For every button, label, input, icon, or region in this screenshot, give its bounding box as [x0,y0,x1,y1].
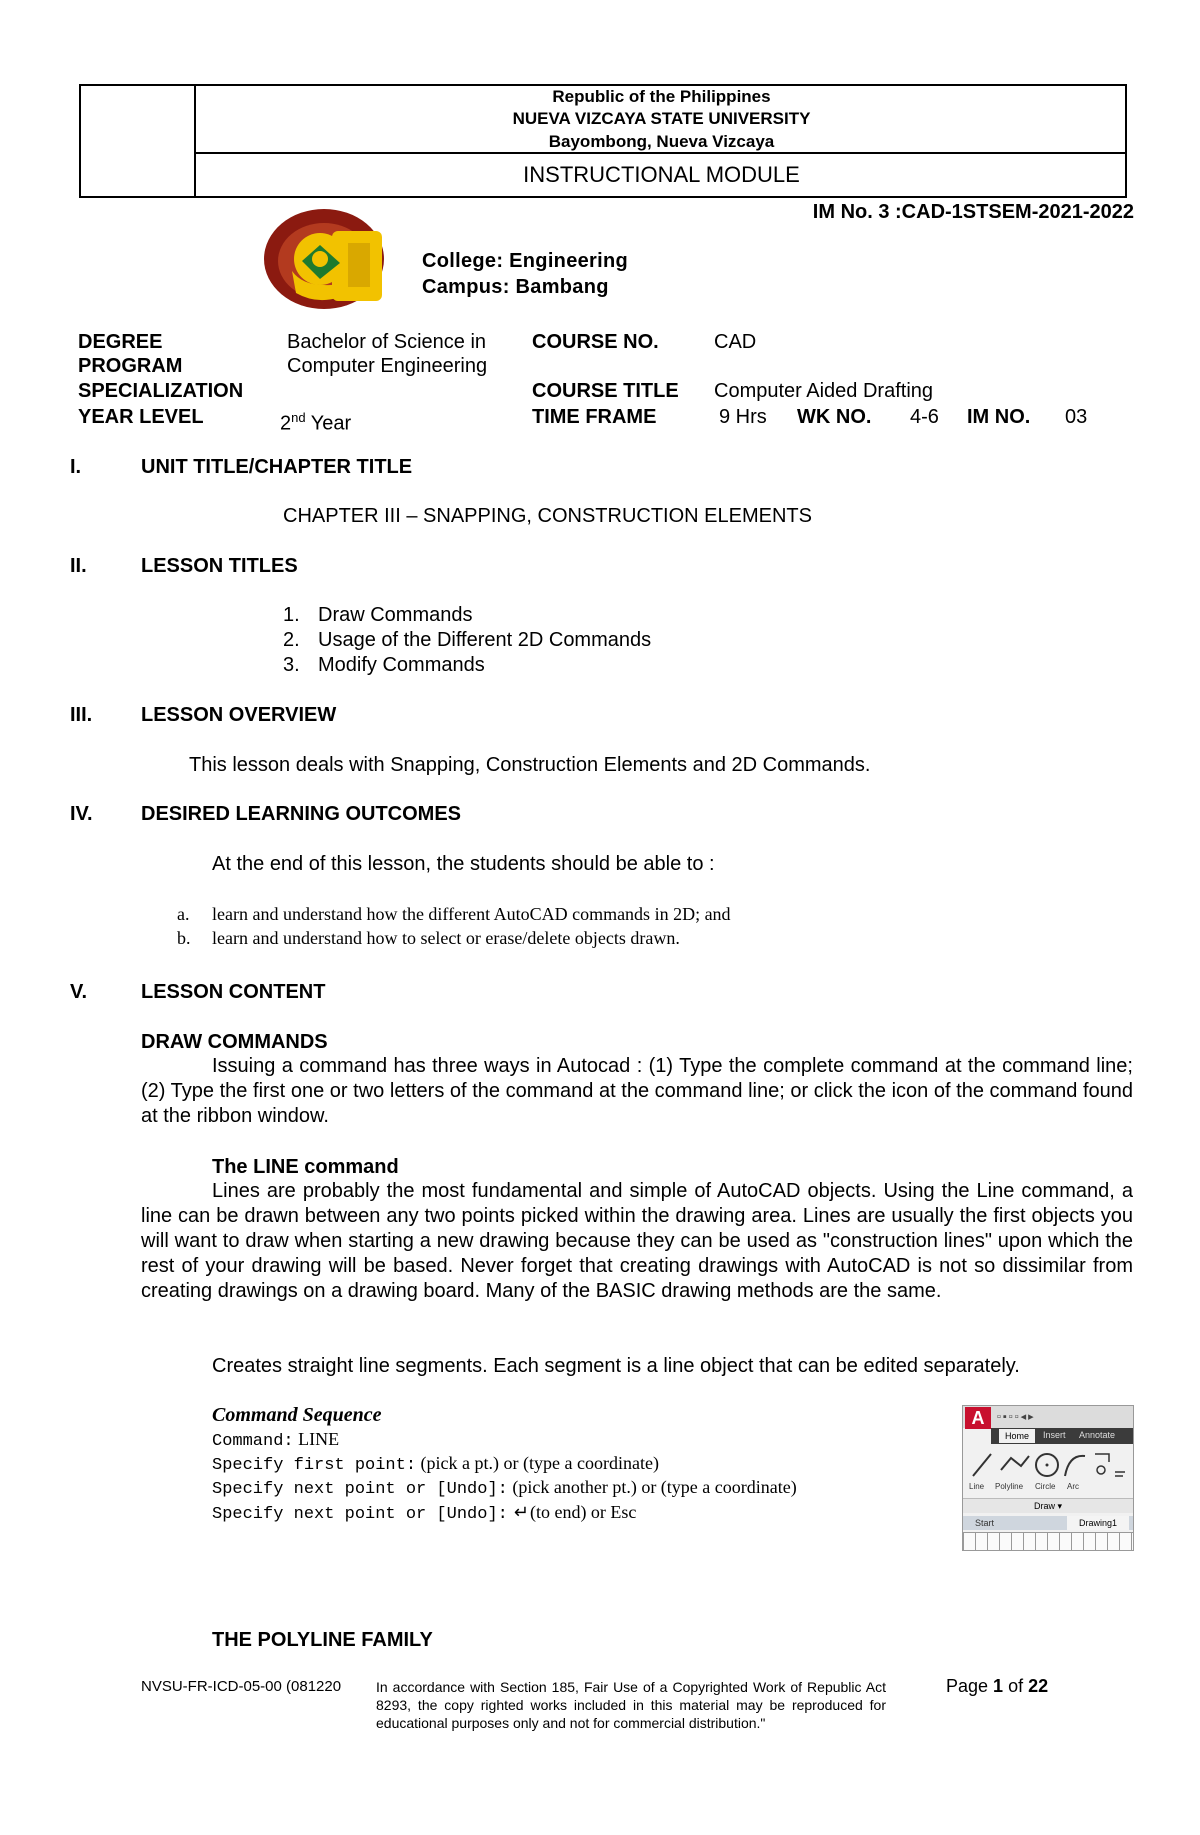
section-4-title: DESIRED LEARNING OUTCOMES [141,803,462,825]
page-number: Page 1 of 22 [946,1676,1049,1696]
section-3-title: LESSON OVERVIEW [141,704,337,726]
section-1-title: UNIT TITLE/CHAPTER TITLE [141,456,413,478]
tool-label-circle: Circle [1035,1482,1056,1491]
header-divider-horizontal [194,152,1127,154]
header-republic: Republic of the Philippines [552,87,771,106]
ribbon-tab-insert[interactable]: Insert [1043,1430,1066,1440]
ribbon-tab-home[interactable]: Home [999,1429,1035,1443]
section-2-number: II. [70,555,87,577]
draw-commands-heading: DRAW COMMANDS [141,1031,328,1053]
outcome-b-label: b. [177,928,191,948]
program-label: PROGRAM [78,355,183,377]
lesson-item-2: Usage of the Different 2D Commands [318,629,652,651]
specialization-label: SPECIALIZATION [78,380,244,402]
university-logo [262,205,390,313]
im-no-label: IM NO. [967,406,1031,428]
file-tab-drawing1[interactable]: Drawing1 [1067,1516,1129,1530]
drawing-area-grid[interactable] [963,1532,1133,1551]
outcomes-intro: At the end of this lesson, the students should be able to : [212,853,715,875]
section-1-number: I. [70,456,82,478]
degree-value-line1: Bachelor of Science in [287,331,487,353]
chapter-title: CHAPTER III – SNAPPING, CONSTRUCTION ELEMENTS [283,505,812,527]
lesson-item-3: Modify Commands [318,654,485,676]
outcome-b: learn and understand how to select or erase/delete objects drawn. [212,928,680,948]
section-5-number: V. [70,981,88,1003]
ribbon-tab-annotate[interactable]: Annotate [1079,1430,1116,1440]
wk-no-label: WK NO. [797,406,872,428]
overview-text: This lesson deals with Snapping, Construction Elements and 2D Commands. [189,754,871,776]
line-command-heading: The LINE command [212,1156,399,1178]
footer-form-code: NVSU-FR-ICD-05-00 (081220 [141,1678,342,1695]
polyline-family-heading: THE POLYLINE FAMILY [212,1629,433,1651]
section-4-number: IV. [70,803,93,825]
footer-copyright-notice: In accordance with Section 185, Fair Use of a Copyrighted Work of Republic Act 8293, the copy righted works included in this material may be reproduced for educational purposes only and not for commercial distribution." [376,1679,886,1731]
tool-label-polyline: Polyline [995,1482,1024,1491]
section-2-title: LESSON TITLES [141,555,298,577]
autocad-logo-icon: A [965,1407,991,1429]
header-university: NUEVA VIZCAYA STATE UNIVERSITY [512,109,811,128]
tool-label-line: Line [969,1482,985,1491]
lesson-item-1-number: 1. [283,604,300,626]
ribbon-panel-draw: Draw ▾ [963,1498,1133,1513]
draw-commands-paragraph: Issuing a command has three ways in Autocad : (1) Type the complete command at the command line; (2) Type the first one or two letters of the command at the command line; or click the icon of the command found at the ribbon window. [141,1055,1133,1127]
degree-value-line2: Computer Engineering [287,355,488,377]
outcome-a: learn and understand how the different AutoCAD commands in 2D; and [212,904,731,924]
wk-no-value: 4-6 [910,406,939,428]
lesson-item-1: Draw Commands [318,604,473,626]
time-frame-label: TIME FRAME [532,406,657,428]
section-5-title: LESSON CONTENT [141,981,326,1003]
course-no-value: CAD [714,331,757,353]
course-title-value: Computer Aided Drafting [714,380,934,402]
year-level-value: 2nd Year [280,410,352,435]
module-title: INSTRUCTIONAL MODULE [523,162,800,187]
command-line-2: Specify first point: (pick a pt.) or (type a coordinate) [212,1453,659,1475]
college-label: College: Engineering [422,250,629,272]
command-sequence-heading: Command Sequence [212,1404,382,1426]
course-no-label: COURSE NO. [532,331,659,353]
section-3-number: III. [70,704,93,726]
tool-label-arc: Arc [1067,1482,1079,1491]
ribbon-draw-tools-icons[interactable] [969,1448,1129,1482]
outcome-a-label: a. [177,904,190,924]
line-command-paragraph: Lines are probably the most fundamental and simple of AutoCAD objects. Using the Line command, a line can be drawn between any two points picked within the drawing area. Lines are usually the first objects you will want to draw when starting a new drawing because they can be used as "construction lines" upon which the rest of your drawing will be based. Never forget that creating drawings with AutoCAD is not so dissimilar from creating drawings on a drawing board. Many of the BASIC drawing methods are the same. [141,1180,1133,1302]
quick-access-icons: ▫▪▫▫◂▸ [997,1411,1036,1423]
lesson-item-2-number: 2. [283,629,300,651]
file-tab-start[interactable]: Start [975,1518,995,1528]
im-code: IM No. 3 :CAD-1STSEM-2021-2022 [812,201,1134,223]
command-line-1: Command: LINE [212,1429,340,1451]
campus-label: Campus: Bambang [422,276,609,298]
creates-paragraph: Creates straight line segments. Each segment is a line object that can be edited separately. [212,1355,1020,1377]
course-title-label: COURSE TITLE [532,380,679,402]
year-level-label: YEAR LEVEL [78,406,204,428]
command-line-4: Specify next point or [Undo]: ↵(to end) or Esc [212,1502,637,1524]
command-line-3: Specify next point or [Undo]: (pick another pt.) or (type a coordinate) [212,1477,797,1499]
header-location: Bayombong, Nueva Vizcaya [548,132,775,151]
im-no-value: 03 [1065,406,1088,428]
degree-label: DEGREE [78,331,163,353]
autocad-ribbon-screenshot [962,1405,1134,1551]
enter-key-icon: ↵ [513,1502,529,1522]
lesson-item-3-number: 3. [283,654,300,676]
time-frame-value: 9 Hrs [719,406,767,428]
